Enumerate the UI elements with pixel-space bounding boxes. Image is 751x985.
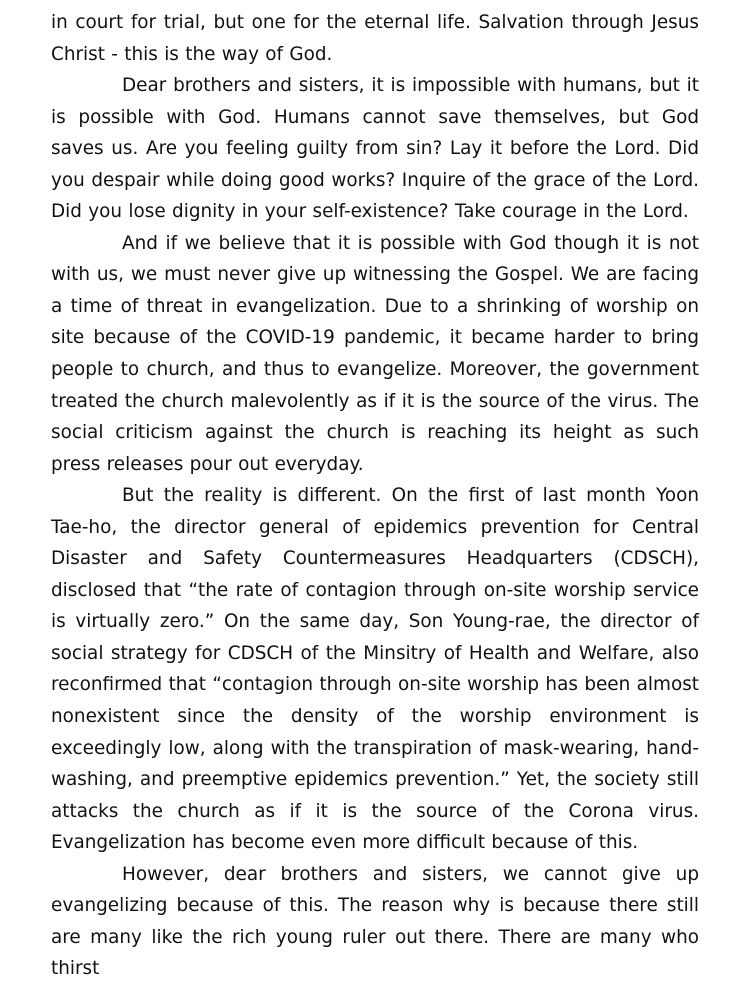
paragraph-1: in court for trial, but one for the eternal life. Salvation through Jesus Christ - this is the way of God. (51, 12, 699, 65)
paragraph-5: However, dear brothers and sisters, we cannot give up evangelizing because of this. The reason why is because there still are many like the rich young ruler out there. There are many who thirst (51, 863, 699, 980)
paragraph-4: But the reality is different. On the first of last month Yoon Tae-ho, the director general of epidemics prevention for Central Disaster and Safety Countermeasures Headquarters (CDSCH), disclosed that “the rate of contagion through on-site worship service is virtually zero.” On the same day, Son Young-rae, the director of social strategy for CDSCH of the Minsitry of Health and Welfare, also reconfirmed that “contagion through on-site worship has been almost nonexistent since the density of the worship environment is exceedingly low, along with the transpiration of mask-wearing, hand-washing, and preemptive epidemics prevention.” Yet, the society still attacks the church as if it is the source of the Corona virus. Evangelization has become even more difficult because of this. (51, 485, 699, 854)
paragraph-3: And if we believe that it is possible with God though it is not with us, we must never give up witnessing the Gospel. We are facing a time of threat in evangelization. Due to a shrinking of worship on site because of the COVID-19 pandemic, it became harder to bring people to church, and thus to evangelize. Moreover, the government treated the church malevolently as if it is the source of the virus. The social criticism against the church is reaching its height as such press releases pour out everyday. (51, 232, 699, 475)
paragraph-2: Dear brothers and sisters, it is impossible with humans, but it is possible with God. Humans cannot save themselves, but God saves us. Are you feeling guilty from sin? Lay it before the Lord. Did you despair while doing good works? Inquire of the grace of the Lord. Did you lose dignity in your self-existence? Take courage in the Lord. (51, 75, 699, 223)
document-page (51, 7, 699, 985)
